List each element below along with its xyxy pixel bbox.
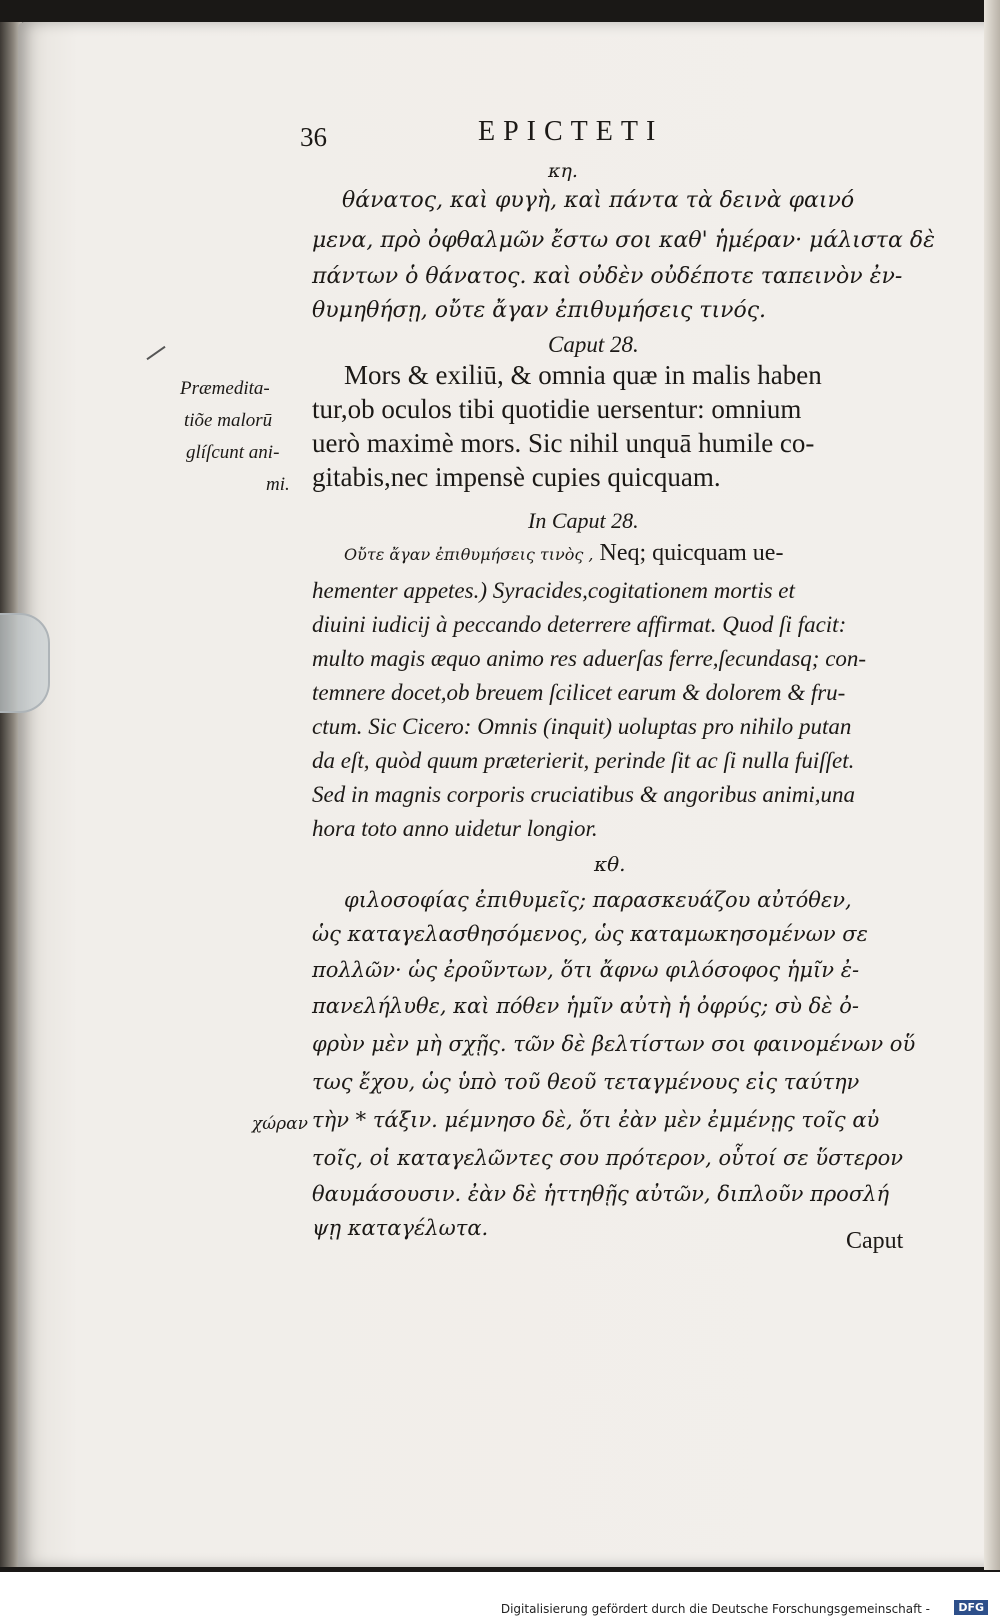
latin-line: gitabis,nec impensè cupies quicquam. <box>312 462 721 492</box>
digitization-footer <box>0 1572 1000 1624</box>
greek-line: θάνατος, καὶ φυγὴ, καὶ πάντα τὰ δεινὰ φαινό <box>342 188 855 213</box>
marginal-note-line: tiõe malorū <box>184 410 273 431</box>
greek-line: τὴν * τάξιν. μέμνησο δὲ, ὅτι ἐὰν μὲν ἐμμένῃς τοῖς αὐ <box>312 1108 880 1132</box>
commentary-heading: In Caput 28. <box>528 508 639 533</box>
commentary-line: temnere docet,ob breuem ſcilicet earum & dolorem & fru- <box>312 680 846 705</box>
greek-line: θαυμάσουσιν. ἐὰν δὲ ἡττηθῇς αὐτῶν, διπλοῦν προσλή <box>312 1182 890 1206</box>
commentary-line: hementer appetes.) Syracides,cogitationem mortis et <box>312 578 795 603</box>
commentary-line: da eſt, quòd quum præterierit, perinde ſit ac ſi nulla fuiſſet. <box>312 748 855 773</box>
greek-line: τοῖς, οἱ καταγελῶντες σου πρότερον, οὗτοί σε ὕστερον <box>312 1146 904 1170</box>
commentary-greek-lemma: Οὔτε ἄγαν ἐπιθυμήσεις τινὸς , <box>344 545 594 564</box>
catchword: Caput <box>846 1228 904 1254</box>
greek-line: μενα, πρὸ ὀφθαλμῶν ἔστω σοι καθ' ἡμέραν· μάλιστα δὲ <box>312 228 935 253</box>
greek-line: φιλοσοφίας ἐπιθυμεῖς; παρασκευάζου αὐτόθεν, <box>344 888 852 912</box>
greek-line: πάντων ὁ θάνατος. καὶ οὐδὲν οὐδέποτε ταπεινὸν ἐν- <box>312 264 903 289</box>
commentary-line: diuini iudicij à peccando deterrere affirmat. Quod ſi facit: <box>312 612 847 637</box>
greek-line: ὡς καταγελασθησόμενος, ὡς καταμωκησομένων σε <box>312 922 868 946</box>
section-numeral-kth: κθ. <box>594 852 626 876</box>
page-number: 36 <box>300 122 327 152</box>
greek-line: τως ἔχου, ὡς ὑπὸ τοῦ θεοῦ τεταγμένους εἰς ταύτην <box>312 1070 860 1094</box>
commentary-latin-lemma: Neq; quicquam ue- <box>593 540 784 566</box>
commentary-line: ctum. Sic Cicero: Omnis (inquit) uoluptas pro nihilo putan <box>312 714 852 739</box>
commentary-line: Sed in magnis corporis cruciatibus & angoribus animi,una <box>312 782 856 807</box>
caput-label: Caput 28. <box>548 332 639 357</box>
marginal-note-line: mi. <box>266 474 290 495</box>
latin-line: Mors & exiliū, & omnia quæ in malis haben <box>344 360 822 390</box>
greek-line: πανελήλυθε, καὶ πόθεν ἡμῖν αὐτὴ ἡ ὀφρύς; σὺ δὲ ὀ- <box>312 994 859 1018</box>
commentary-line: multo magis æquo animo res aduerſas ferre,ſecundasq; con- <box>312 646 867 671</box>
commentary-line: hora toto anno uidetur longior. <box>312 816 598 841</box>
greek-line: φρὺν μὲν μὴ σχῇς. τῶν δὲ βελτίστων σοι φαινομένων οὕ <box>312 1032 916 1056</box>
greek-line: θυμηθήσῃ, οὔτε ἄγαν ἐπιθυμήσεις τινός. <box>312 298 767 323</box>
dfg-logo: DFG <box>954 1600 988 1615</box>
commentary-first-line <box>344 540 783 567</box>
marginal-note-line: glíſcunt ani- <box>186 442 280 463</box>
section-numeral-kh: κη. <box>548 160 578 182</box>
page-clip-tab <box>0 613 50 713</box>
running-title: EPICTETI <box>478 116 664 147</box>
page-right-edge <box>984 0 1000 1570</box>
marginal-note: χώραν <box>252 1114 308 1134</box>
marginal-note-line: Præmedita- <box>180 378 270 399</box>
footer-text: Digitalisierung gefördert durch die Deutsche Forschungsgemeinschaft - <box>500 1602 930 1616</box>
latin-line: tur,ob oculos tibi quotidie uersentur: omnium <box>312 394 802 424</box>
latin-line: uerò maximè mors. Sic nihil unquā humile co- <box>312 428 815 458</box>
greek-line: ψῃ καταγέλωτα. <box>312 1216 489 1240</box>
greek-line: πολλῶν· ὡς ἐροῦντων, ὅτι ἄφνω φιλόσοφος ἡμῖν ἐ- <box>312 958 860 982</box>
